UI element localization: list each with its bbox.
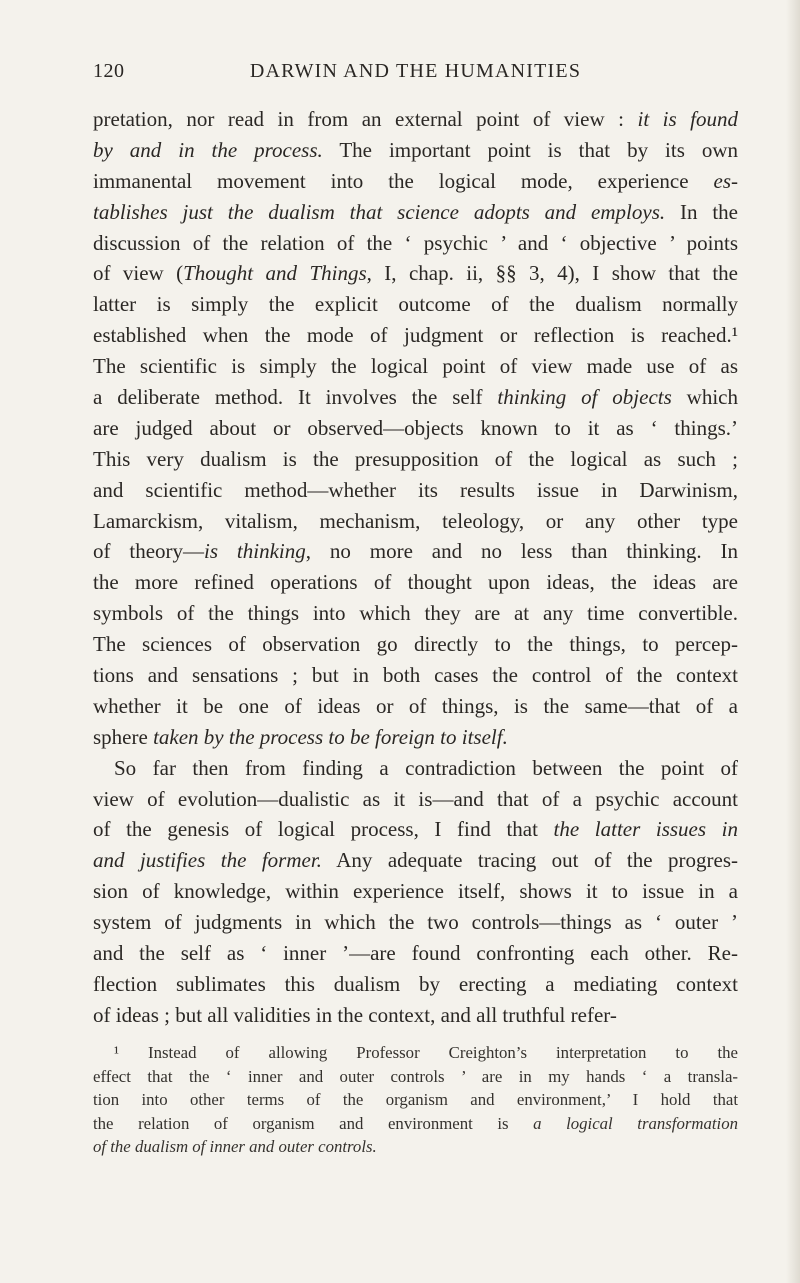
- text-run: The sciences of observation go directly to the things, to percep-: [93, 632, 738, 657]
- italic-text: it is found: [637, 107, 739, 131]
- footnote-line: [93, 1065, 738, 1089]
- text-run: of the genesis of logical process, I find that: [93, 817, 554, 842]
- text-run: and the self as ‘ inner ’—are found confronting each other. Re-: [93, 941, 738, 966]
- body-text: [93, 104, 738, 1031]
- italic-text: by and in the process.: [93, 137, 323, 162]
- text-run: and scientific method—whether its results issue in Darwinism,: [93, 477, 738, 502]
- text-line: [93, 814, 738, 845]
- text-run: pretation, nor read in from an external point of view :: [93, 107, 638, 131]
- text-line: [93, 691, 738, 722]
- text-line: [93, 907, 738, 938]
- text-line: [93, 413, 738, 444]
- text-run: In the: [665, 199, 739, 224]
- text-run: This very dualism is the presupposition of the logical as such ;: [93, 446, 738, 471]
- text-line: [93, 969, 738, 1000]
- running-title: DARWIN AND THE HUMANITIES: [249, 60, 582, 82]
- italic-text: es-: [713, 168, 738, 193]
- footnote-line: [93, 1112, 738, 1136]
- text-line: [93, 289, 738, 320]
- text-line: [93, 629, 738, 660]
- text-run: which: [671, 385, 738, 410]
- text-line: [93, 722, 738, 753]
- italic-text: taken by the process to be foreign to itself.: [153, 724, 508, 749]
- text-line: [93, 567, 738, 598]
- text-run: , no more and no less than thinking. In: [305, 539, 738, 564]
- text-run: established when the mode of judgment or reflection is reached.¹: [93, 323, 738, 348]
- text-line: [93, 475, 738, 506]
- text-line: [93, 845, 738, 876]
- footnote: [93, 1041, 738, 1159]
- italic-text: a logical transformation: [533, 1113, 738, 1133]
- text-run: ¹ Instead of allowing Professor Creighton’s interpretation to the: [114, 1043, 738, 1062]
- text-run: system of judgments in which the two controls—things as ‘ outer ’: [93, 910, 738, 935]
- text-line: [93, 197, 738, 228]
- text-line: [93, 598, 738, 629]
- italic-text: and justifies the former.: [93, 848, 322, 873]
- footnote-line: [93, 1135, 738, 1159]
- text-line: [93, 938, 738, 969]
- text-line: [93, 444, 738, 475]
- text-run: of theory—: [93, 539, 205, 564]
- text-line: [93, 1000, 738, 1031]
- text-run: sphere: [93, 724, 154, 749]
- page-header: [93, 60, 738, 86]
- text-line: [93, 506, 738, 537]
- text-run: latter is simply the explicit outcome of the dualism normally: [93, 292, 738, 317]
- footnote-line: [93, 1041, 738, 1065]
- text-run: discussion of the relation of the ‘ psychic ’ and ‘ objective ’ points: [93, 230, 738, 255]
- text-run: flection sublimates this dualism by erecting a mediating context: [93, 971, 738, 996]
- text-run: Any adequate tracing out of the progres-: [321, 848, 738, 873]
- text-line: [93, 753, 738, 784]
- text-run: Lamarckism, vitalism, mechanism, teleology, or any other type: [93, 508, 738, 533]
- italic-text: Thought and Things: [183, 261, 367, 286]
- text-run: tion into other terms of the organism and environment,’ I hold that: [93, 1090, 738, 1110]
- text-line: [93, 351, 738, 382]
- text-line: [93, 660, 738, 691]
- italic-text: the latter issues in: [553, 817, 738, 842]
- text-run: whether it be one of ideas or of things, is the same—that of a: [93, 693, 738, 718]
- text-line: [93, 166, 738, 197]
- text-run: symbols of the things into which they are at any time convertible.: [93, 601, 738, 626]
- page-edge-shadow: [786, 0, 800, 1283]
- text-run: tions and sensations ; but in both cases the control of the context: [93, 663, 738, 688]
- text-run: a deliberate method. It involves the self: [93, 385, 498, 410]
- text-run: of ideas ; but all validities in the context, and all truthful refer-: [93, 1002, 617, 1027]
- text-run: sion of knowledge, within experience itself, shows it to issue in a: [93, 879, 738, 904]
- text-line: [93, 320, 738, 351]
- text-line: [93, 784, 738, 815]
- text-line: [93, 104, 738, 135]
- text-run: the more refined operations of thought upon ideas, the ideas are: [93, 570, 738, 595]
- italic-text: tablishes just the dualism that science adopts and employs.: [93, 199, 666, 224]
- text-run: effect that the ‘ inner and outer controls ’ are in my hands ‘ a transla-: [93, 1066, 738, 1086]
- italic-text: is thinking: [204, 539, 306, 564]
- text-run: The important point is that by its own: [322, 137, 738, 162]
- text-line: [93, 228, 738, 259]
- footnote-line: [93, 1088, 738, 1112]
- text-line: [93, 876, 738, 907]
- text-run: So far then from finding a contradiction between the point of: [114, 755, 738, 780]
- text-run: of view (: [93, 261, 184, 286]
- text-run: , I, chap. ii, §§ 3, 4), I show that the: [366, 261, 738, 286]
- text-line: [93, 536, 738, 567]
- text-line: [93, 135, 738, 166]
- page-number: 120: [93, 60, 125, 82]
- italic-text: thinking of objects: [497, 385, 672, 410]
- text-run: are judged about or observed—objects known to it as ‘ things.’: [93, 415, 738, 440]
- text-run: view of evolution—dualistic as it is—and that of a psychic account: [93, 786, 738, 811]
- text-line: [93, 382, 738, 413]
- text-line: [93, 258, 738, 289]
- text-run: immanental movement into the logical mode, experience: [93, 168, 714, 193]
- italic-text: of the dualism of inner and outer controls.: [93, 1137, 377, 1157]
- text-run: The scientific is simply the logical point of view made use of as: [93, 354, 738, 379]
- text-run: the relation of organism and environment is: [93, 1113, 534, 1133]
